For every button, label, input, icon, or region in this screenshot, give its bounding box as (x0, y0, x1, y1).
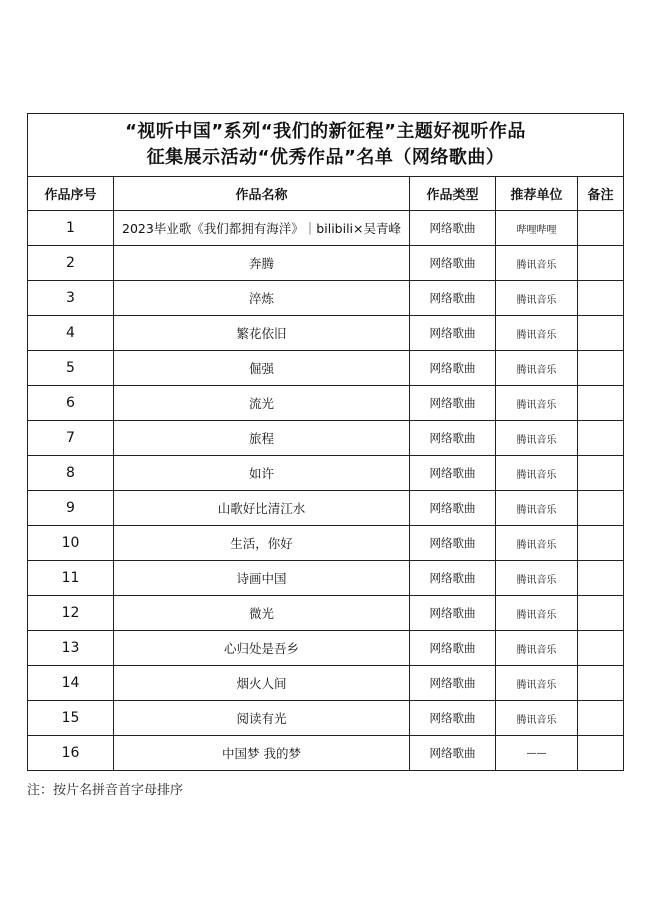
cell-name: 如许 (114, 456, 410, 491)
cell-type: 网络歌曲 (410, 526, 496, 561)
cell-unit: 腾讯音乐 (496, 701, 578, 736)
cell-num: 15 (28, 701, 114, 736)
table-header-row (28, 177, 624, 211)
cell-name: 奔腾 (114, 246, 410, 281)
cell-type: 网络歌曲 (410, 421, 496, 456)
header-remark: 备注 (578, 177, 624, 211)
cell-unit: 腾讯音乐 (496, 281, 578, 316)
cell-num: 6 (28, 386, 114, 421)
cell-unit: 腾讯音乐 (496, 351, 578, 386)
cell-type: 网络歌曲 (410, 316, 496, 351)
cell-num: 16 (28, 736, 114, 771)
cell-type: 网络歌曲 (410, 596, 496, 631)
cell-unit: —— (496, 736, 578, 771)
cell-remark (578, 701, 624, 736)
cell-type: 网络歌曲 (410, 456, 496, 491)
cell-name: 烟火人间 (114, 666, 410, 701)
cell-type: 网络歌曲 (410, 246, 496, 281)
cell-num: 10 (28, 526, 114, 561)
cell-num: 3 (28, 281, 114, 316)
cell-name: 生活，你好 (114, 526, 410, 561)
cell-name: 心归处是吾乡 (114, 631, 410, 666)
table-row (28, 491, 624, 526)
cell-num: 7 (28, 421, 114, 456)
cell-type: 网络歌曲 (410, 736, 496, 771)
cell-remark (578, 526, 624, 561)
cell-name: 微光 (114, 596, 410, 631)
header-name: 作品名称 (114, 177, 410, 211)
table-title (28, 114, 624, 177)
cell-unit: 腾讯音乐 (496, 631, 578, 666)
cell-remark (578, 246, 624, 281)
cell-num: 12 (28, 596, 114, 631)
cell-remark (578, 736, 624, 771)
cell-name: 中国梦 我的梦 (114, 736, 410, 771)
cell-remark (578, 491, 624, 526)
cell-unit: 腾讯音乐 (496, 246, 578, 281)
cell-name: 阅读有光 (114, 701, 410, 736)
table-row (28, 246, 624, 281)
cell-num: 13 (28, 631, 114, 666)
cell-unit: 腾讯音乐 (496, 526, 578, 561)
table-row (28, 631, 624, 666)
cell-name: 旅程 (114, 421, 410, 456)
cell-unit: 腾讯音乐 (496, 596, 578, 631)
header-type: 作品类型 (410, 177, 496, 211)
table-row (28, 456, 624, 491)
table-row (28, 211, 624, 246)
cell-num: 5 (28, 351, 114, 386)
table-row (28, 701, 624, 736)
cell-remark (578, 386, 624, 421)
cell-unit: 腾讯音乐 (496, 316, 578, 351)
cell-type: 网络歌曲 (410, 631, 496, 666)
cell-remark (578, 281, 624, 316)
cell-name: 繁花依旧 (114, 316, 410, 351)
cell-unit: 腾讯音乐 (496, 386, 578, 421)
cell-name: 倔强 (114, 351, 410, 386)
cell-type: 网络歌曲 (410, 211, 496, 246)
table-row (28, 281, 624, 316)
cell-name: 2023毕业歌《我们都拥有海洋》｜bilibili×吴青峰 (114, 211, 410, 246)
cell-remark (578, 421, 624, 456)
cell-num: 2 (28, 246, 114, 281)
title-line-2: 征集展示活动“优秀作品”名单（网络歌曲） (146, 147, 505, 168)
cell-remark (578, 666, 624, 701)
cell-num: 1 (28, 211, 114, 246)
cell-unit: 哔哩哔哩 (496, 211, 578, 246)
cell-name: 山歌好比清江水 (114, 491, 410, 526)
cell-num: 9 (28, 491, 114, 526)
footnote: 注：按片名拼音首字母排序 (27, 783, 184, 798)
cell-unit: 腾讯音乐 (496, 421, 578, 456)
table-row (28, 316, 624, 351)
title-line-1: “视听中国”系列“我们的新征程”主题好视听作品 (125, 121, 526, 142)
works-table (27, 113, 624, 771)
cell-type: 网络歌曲 (410, 561, 496, 596)
cell-unit: 腾讯音乐 (496, 561, 578, 596)
cell-num: 4 (28, 316, 114, 351)
cell-type: 网络歌曲 (410, 666, 496, 701)
cell-remark (578, 561, 624, 596)
cell-type: 网络歌曲 (410, 281, 496, 316)
cell-remark (578, 456, 624, 491)
table-row (28, 421, 624, 456)
header-num: 作品序号 (28, 177, 114, 211)
cell-unit: 腾讯音乐 (496, 456, 578, 491)
cell-name: 流光 (114, 386, 410, 421)
cell-remark (578, 596, 624, 631)
table-body (28, 211, 624, 771)
table-row (28, 526, 624, 561)
table-row (28, 386, 624, 421)
cell-unit: 腾讯音乐 (496, 491, 578, 526)
cell-remark (578, 631, 624, 666)
cell-unit: 腾讯音乐 (496, 666, 578, 701)
table-row (28, 666, 624, 701)
cell-name: 诗画中国 (114, 561, 410, 596)
cell-type: 网络歌曲 (410, 491, 496, 526)
table-row (28, 736, 624, 771)
cell-name: 淬炼 (114, 281, 410, 316)
cell-remark (578, 211, 624, 246)
works-list-document (27, 113, 623, 771)
header-unit: 推荐单位 (496, 177, 578, 211)
table-row (28, 561, 624, 596)
cell-remark (578, 316, 624, 351)
cell-num: 14 (28, 666, 114, 701)
cell-num: 11 (28, 561, 114, 596)
cell-num: 8 (28, 456, 114, 491)
table-row (28, 351, 624, 386)
cell-remark (578, 351, 624, 386)
cell-type: 网络歌曲 (410, 386, 496, 421)
cell-type: 网络歌曲 (410, 701, 496, 736)
table-row (28, 596, 624, 631)
cell-type: 网络歌曲 (410, 351, 496, 386)
